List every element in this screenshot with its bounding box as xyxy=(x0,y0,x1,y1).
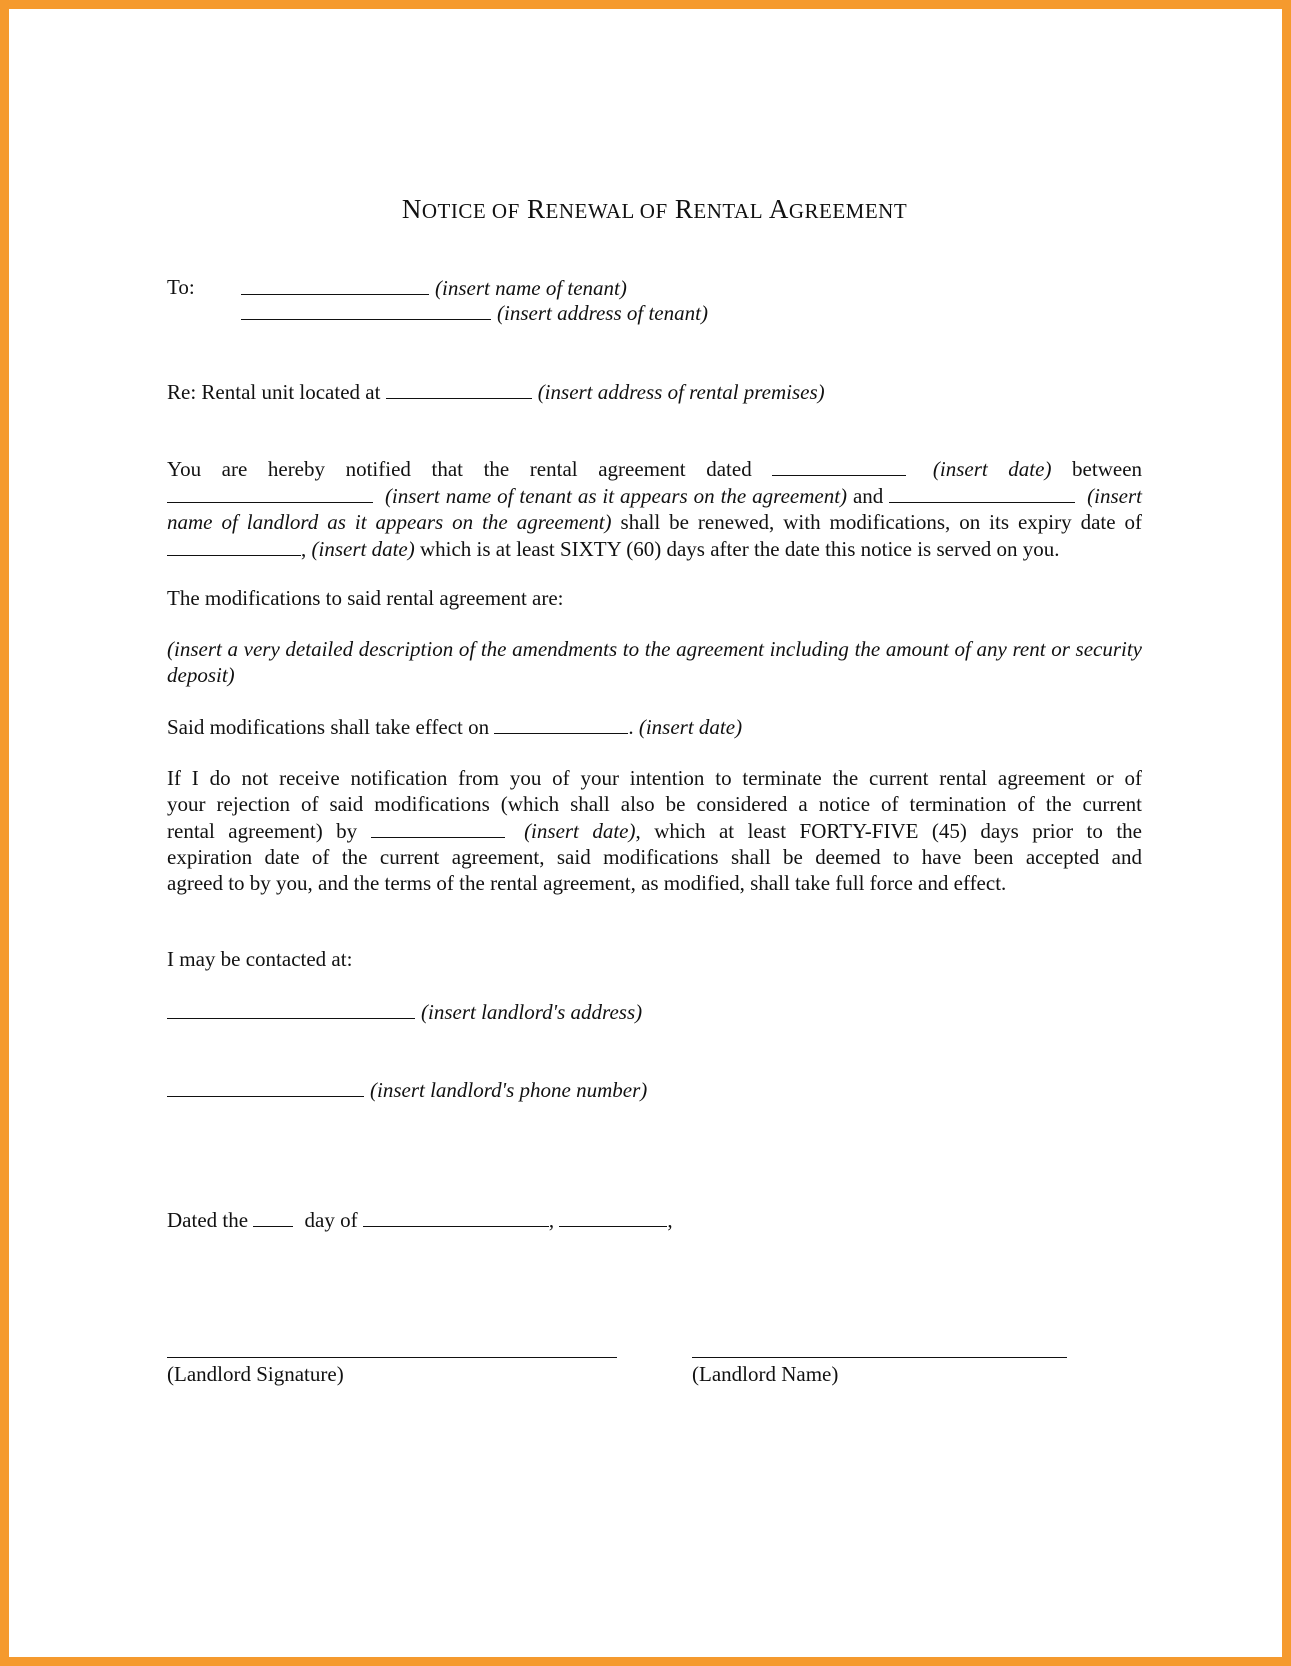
tenant-name-blank[interactable] xyxy=(241,274,429,295)
premises-address-blank[interactable] xyxy=(386,378,532,399)
landlord-phone-line xyxy=(167,1076,647,1103)
title-letter: N xyxy=(401,194,422,224)
contact-heading: I may be contacted at: xyxy=(167,947,353,971)
landlord-signature-line[interactable] xyxy=(167,1357,617,1358)
landlord-address-hint: (insert landlord's address) xyxy=(421,1000,643,1024)
tenant-address-line xyxy=(241,299,708,326)
termination-paragraph xyxy=(167,765,1142,896)
premises-address-hint: (insert address of rental premises) xyxy=(537,380,825,404)
tenant-name-hint: (insert name of tenant) xyxy=(435,276,627,300)
paragraph-line: (insert a very detailed description of the amendments to the agreement including the amount of any rent or security xyxy=(167,637,1142,661)
modifications-hint xyxy=(167,636,1142,688)
tenant-name-agreement-blank[interactable] xyxy=(167,482,373,503)
agreement-date-blank[interactable] xyxy=(772,455,906,476)
landlord-name-label: (Landlord Name) xyxy=(692,1362,839,1386)
dated-line: Dated the day of , , xyxy=(167,1208,673,1232)
modifications-heading: The modifications to said rental agreement are: xyxy=(167,586,564,610)
year-blank[interactable] xyxy=(559,1206,667,1227)
paragraph-line: (insert name of tenant as it appears on the agreement) and (insert xyxy=(167,482,1142,509)
landlord-name-blank[interactable] xyxy=(889,482,1075,503)
day-blank[interactable] xyxy=(253,1206,293,1227)
re-label: Re: Rental unit located at xyxy=(167,380,381,404)
effect-date-blank[interactable] xyxy=(494,713,628,734)
landlord-phone-blank[interactable] xyxy=(167,1076,364,1097)
paragraph-line: name of landlord as it appears on the agreement) shall be renewed, with modifications, on its expiry date of xyxy=(167,510,1142,534)
termination-date-blank[interactable] xyxy=(371,817,505,838)
title-letter: A xyxy=(768,194,789,224)
re-line xyxy=(167,378,825,405)
title-word: GREEMENT xyxy=(788,199,908,223)
landlord-phone-hint: (insert landlord's phone number) xyxy=(370,1078,648,1102)
page-title xyxy=(9,196,1291,224)
paragraph-line: , (insert date) which is at least SIXTY (60) days after the date this notice is served on you. xyxy=(167,535,1142,562)
title-word: ENTAL xyxy=(693,199,764,223)
title-letter: R xyxy=(674,194,694,224)
paragraph-line: expiration date of the current agreement, said modifications shall be deemed to have been accepted and xyxy=(167,845,1142,869)
landlord-signature-label: (Landlord Signature) xyxy=(167,1362,344,1386)
effect-line: Said modifications shall take effect on . (insert date) xyxy=(167,715,743,739)
title-word: ENEWAL OF xyxy=(545,199,668,223)
title-letter: R xyxy=(527,194,546,224)
to-label: To: xyxy=(167,275,195,299)
landlord-address-blank[interactable] xyxy=(167,998,415,1019)
tenant-name-line xyxy=(241,274,627,301)
paragraph-line: your rejection of said modifications (which shall also be considered a notice of termination of the current xyxy=(167,792,1142,816)
paragraph-line: You are hereby notified that the rental agreement dated (insert date) between xyxy=(167,457,1143,481)
paragraph-line: agreed to by you, and the terms of the rental agreement, as modified, shall take full force and effect. xyxy=(167,871,1007,895)
paragraph-line: rental agreement) by (insert date), which at least FORTY-FIVE (45) days prior to the xyxy=(167,819,1142,843)
expiry-date-blank[interactable] xyxy=(167,535,301,556)
landlord-address-line xyxy=(167,998,642,1025)
title-word: OTICE OF xyxy=(421,199,520,223)
month-blank[interactable] xyxy=(363,1206,549,1227)
paragraph-line: If I do not receive notification from you of your intention to terminate the current rental agreement or of xyxy=(167,766,1142,790)
paragraph-line: deposit) xyxy=(167,663,235,687)
tenant-address-blank[interactable] xyxy=(241,299,491,320)
renewal-paragraph xyxy=(167,455,1142,562)
landlord-name-line[interactable] xyxy=(692,1357,1067,1358)
tenant-address-hint: (insert address of tenant) xyxy=(497,301,708,325)
